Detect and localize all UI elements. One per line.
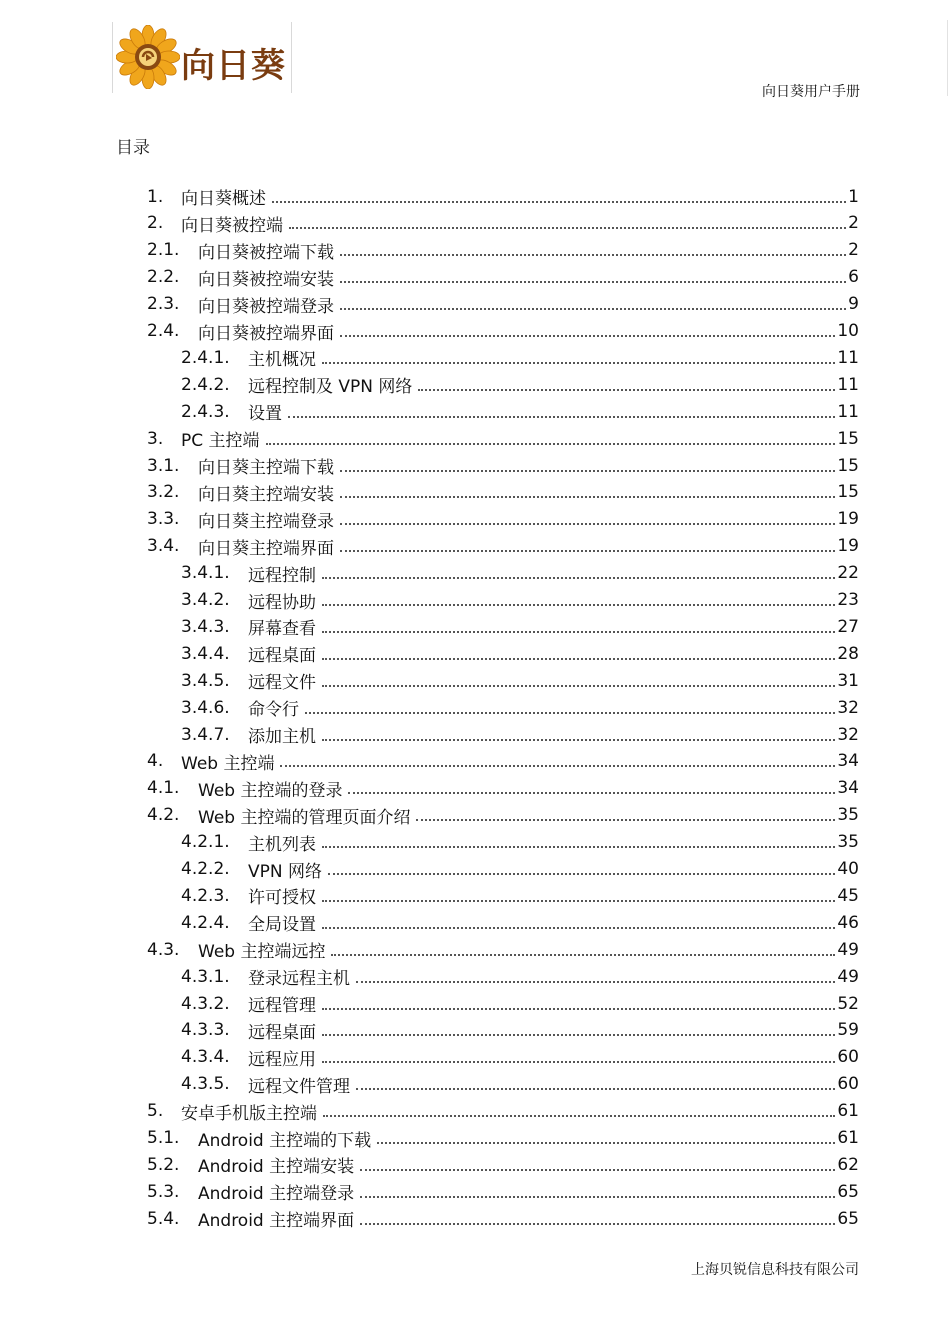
toc-leader-dots [340, 308, 846, 310]
toc-entry-number: 2.4.1. [181, 347, 230, 368]
toc-entry-title: 屏幕查看 [248, 619, 316, 640]
toc-entry-number: 5.4. [147, 1208, 180, 1229]
toc-entry[interactable] [181, 882, 859, 909]
toc-leader-dots [340, 496, 835, 498]
toc-entry-page: 52 [837, 993, 859, 1014]
toc-entry-page: 40 [837, 859, 859, 879]
toc-entry[interactable] [181, 587, 859, 614]
toc-entry-page: 59 [837, 1020, 859, 1041]
toc-entry-title: 登录远程主机 [248, 969, 350, 990]
toc-entry-page: 35 [837, 805, 859, 826]
toc-entry[interactable] [147, 1098, 859, 1125]
toc-leader-dots [305, 712, 835, 714]
toc-entry-title: 全局设置 [248, 915, 316, 936]
toc-entry[interactable] [147, 506, 859, 533]
toc-entry-page: 6 [848, 267, 859, 288]
toc-leader-dots [288, 416, 835, 418]
toc-entry-title: 远程桌面 [248, 1022, 316, 1043]
toc-entry-title: VPN 网络 [248, 861, 323, 882]
toc-entry[interactable] [181, 721, 859, 748]
toc-entry-page: 19 [837, 509, 859, 530]
toc-entry-page: 31 [837, 670, 859, 691]
toc-entry-number: 3.3. [147, 509, 180, 530]
toc-entry[interactable] [181, 398, 859, 425]
toc-entry-title: 向日葵被控端下载 [198, 242, 334, 263]
toc-entry-title: Android 主控端的下载 [198, 1130, 372, 1151]
toc-leader-dots [360, 1223, 835, 1225]
toc-entry-page: 65 [837, 1181, 859, 1202]
toc-entry-number: 4.3. [147, 939, 180, 960]
toc-entry-number: 3.4.5. [181, 670, 230, 691]
toc-entry-page: 19 [837, 536, 859, 557]
toc-entry[interactable] [147, 452, 859, 479]
toc-entry-title: Android 主控端安装 [198, 1157, 355, 1178]
toc-entry-number: 3. [147, 428, 164, 449]
toc-entry-title: Web 主控端远控 [198, 942, 326, 963]
toc-leader-dots [356, 1088, 835, 1090]
toc-entry-title: 向日葵主控端界面 [198, 538, 334, 559]
toc-leader-dots [280, 765, 835, 767]
toc-leader-dots [418, 389, 835, 391]
toc-entry-page: 61 [837, 1101, 859, 1122]
toc-entry-number: 4.2. [147, 805, 180, 826]
toc-entry[interactable] [181, 344, 859, 371]
toc-entry-number: 1. [147, 186, 164, 207]
toc-entry-number: 3.4.7. [181, 724, 230, 745]
toc-entry-page: 32 [837, 724, 859, 745]
toc-entry-title: 远程控制 [248, 565, 316, 586]
toc-entry-page: 65 [837, 1208, 859, 1229]
toc-entry[interactable] [181, 640, 859, 667]
toc-entry[interactable] [147, 237, 859, 264]
toc-entry-number: 4.3.4. [181, 1047, 230, 1068]
toc-entry-page: 46 [837, 912, 859, 933]
toc-leader-dots [356, 981, 835, 983]
toc-entry-number: 5. [147, 1101, 164, 1122]
toc-leader-dots [272, 201, 846, 203]
toc-entry[interactable] [181, 909, 859, 936]
header-rule [947, 20, 948, 96]
toc-entry-number: 4.2.1. [181, 832, 230, 853]
toc-entry[interactable] [181, 694, 859, 721]
toc-entry-title: 远程管理 [248, 996, 316, 1016]
toc-entry-title: 向日葵概述 [181, 189, 266, 209]
toc-entry-title: 远程文件管理 [248, 1076, 350, 1097]
toc-entry-number: 2.4.3. [181, 401, 230, 422]
toc-entry-title: Android 主控端登录 [198, 1184, 355, 1205]
toc-entry-title: 设置 [248, 404, 282, 425]
logo [112, 22, 292, 93]
toc-entry[interactable] [147, 1151, 859, 1178]
toc-entry-number: 3.2. [147, 482, 180, 503]
toc-entry-title: 向日葵主控端安装 [198, 484, 334, 505]
toc-entry-title: 主机列表 [248, 834, 316, 855]
toc-entry-title: 命令行 [248, 700, 299, 721]
toc-leader-dots [340, 254, 846, 256]
toc-entry-title: 安卓手机版主控端 [181, 1103, 317, 1124]
toc-entry[interactable] [181, 560, 859, 587]
toc-entry[interactable] [181, 856, 859, 883]
toc-leader-dots [322, 604, 835, 606]
toc-leader-dots [340, 281, 846, 283]
toc-entry-title: PC 主控端 [181, 431, 260, 452]
toc-leader-dots [416, 819, 835, 821]
toc-leader-dots [340, 335, 835, 337]
toc-heading: 目录 [116, 138, 150, 158]
toc-entry-page: 27 [837, 616, 859, 637]
toc-entry[interactable] [147, 479, 859, 506]
toc-entry-number: 2.2. [147, 267, 180, 288]
toc-entry-page: 11 [837, 401, 859, 422]
toc-entry-page: 10 [837, 321, 859, 341]
toc-entry-title: Web 主控端的登录 [198, 780, 343, 801]
toc-entry[interactable] [181, 667, 859, 694]
toc-entry-page: 15 [837, 428, 859, 449]
sunflower-icon [116, 25, 180, 89]
toc-entry-number: 4.3.3. [181, 1020, 230, 1041]
toc-leader-dots [323, 1115, 835, 1117]
toc-entry-page: 1 [848, 186, 859, 207]
toc-entry-title: 向日葵被控端 [181, 215, 283, 236]
toc-entry-title: 主机概况 [248, 350, 316, 371]
toc-entry[interactable] [147, 1205, 859, 1232]
toc-leader-dots [331, 954, 835, 956]
toc-entry-number: 3.1. [147, 455, 180, 476]
toc-entry-page: 60 [837, 1047, 859, 1068]
toc-entry[interactable] [147, 748, 859, 775]
toc-entry-number: 3.4.3. [181, 616, 230, 637]
toc-entry[interactable] [181, 963, 859, 990]
toc-entry[interactable] [181, 1044, 859, 1071]
toc-entry-title: Web 主控端 [181, 753, 275, 774]
toc-entry-page: 35 [837, 832, 859, 853]
toc-leader-dots [328, 873, 835, 875]
toc-entry-number: 3.4.6. [181, 697, 230, 718]
toc-entry-page: 15 [837, 455, 859, 476]
toc-entry-title: Web 主控端的管理页面介绍 [198, 807, 411, 828]
toc-leader-dots [360, 1196, 835, 1198]
toc-entry-page: 2 [848, 213, 859, 234]
toc-leader-dots [322, 900, 835, 902]
toc-entry-page: 32 [837, 697, 859, 718]
toc-leader-dots [322, 1008, 835, 1010]
toc-entry-page: 62 [837, 1154, 859, 1175]
toc-entry[interactable] [147, 533, 859, 560]
toc-leader-dots [348, 792, 835, 794]
toc-entry[interactable] [147, 210, 859, 237]
toc-entry[interactable] [147, 936, 859, 963]
toc-entry-number: 3.4.1. [181, 563, 230, 584]
toc-entry-number: 4.3.1. [181, 966, 230, 987]
toc-entry[interactable] [181, 613, 859, 640]
toc-entry-number: 2.4.2. [181, 374, 230, 395]
toc-entry-title: 远程文件 [248, 673, 316, 694]
toc-entry-title: 向日葵主控端下载 [198, 458, 334, 478]
toc-entry-title: 添加主机 [248, 727, 316, 747]
toc-entry-page: 60 [837, 1074, 859, 1095]
toc-leader-dots [360, 1169, 835, 1171]
toc-entry[interactable] [147, 1125, 859, 1152]
toc-entry[interactable] [147, 425, 859, 452]
toc-leader-dots [322, 927, 835, 929]
toc-entry[interactable] [147, 802, 859, 829]
footer-company: 上海贝锐信息科技有限公司 [691, 1262, 859, 1278]
toc-entry[interactable] [181, 1071, 859, 1098]
toc-entry-title: 远程控制及 VPN 网络 [248, 377, 413, 398]
toc-entry-number: 4.2.2. [181, 859, 230, 879]
toc-entry-page: 15 [837, 482, 859, 503]
toc-leader-dots [340, 470, 835, 472]
toc-entry[interactable] [147, 1178, 859, 1205]
toc-entry-title: Android 主控端界面 [198, 1211, 355, 1232]
toc-entry-page: 34 [837, 778, 859, 799]
document-title: 向日葵用户手册 [762, 84, 860, 100]
toc-entry-number: 2.3. [147, 294, 180, 315]
toc-entry-page: 28 [837, 643, 859, 664]
toc-entry-number: 4.3.5. [181, 1074, 230, 1095]
toc-entry-number: 4.3.2. [181, 993, 230, 1014]
toc-leader-dots [322, 846, 835, 848]
toc-entry[interactable] [147, 183, 859, 210]
toc-entry-page: 11 [837, 347, 859, 368]
toc-entry[interactable] [181, 990, 859, 1017]
toc-entry-number: 3.4. [147, 536, 180, 557]
toc-entry-page: 61 [837, 1128, 859, 1148]
toc-entry-title: 远程桌面 [248, 646, 316, 667]
toc-entry-number: 3.4.4. [181, 643, 230, 664]
toc-entry-title: 远程协助 [248, 592, 316, 613]
toc-entry-page: 45 [837, 885, 859, 906]
toc-entry-number: 4. [147, 751, 164, 772]
toc-entry[interactable] [181, 371, 859, 398]
toc-entry-number: 5.2. [147, 1154, 180, 1175]
toc-entry-page: 23 [837, 590, 859, 610]
toc-leader-dots [322, 685, 835, 687]
brand-name: 向日葵 [181, 46, 286, 86]
toc-entry-title: 向日葵被控端界面 [198, 323, 334, 344]
toc-leader-dots [322, 631, 835, 633]
toc-entry-page: 9 [848, 294, 859, 315]
toc-entry-number: 4.2.3. [181, 885, 230, 906]
toc-entry-number: 4.2.4. [181, 912, 230, 933]
toc-leader-dots [340, 550, 835, 552]
toc-leader-dots [322, 1061, 835, 1063]
toc-entry-number: 5.1. [147, 1128, 180, 1148]
toc-leader-dots [322, 1034, 835, 1036]
toc-leader-dots [289, 227, 846, 229]
toc-entry[interactable] [147, 291, 859, 318]
toc-entry-page: 49 [837, 939, 859, 960]
toc-entry-number: 5.3. [147, 1181, 180, 1202]
toc-entry-title: 向日葵被控端安装 [198, 269, 334, 290]
toc-entry[interactable] [147, 775, 859, 802]
toc-entry-page: 11 [837, 374, 859, 395]
toc-leader-dots [322, 739, 835, 741]
toc-leader-dots [377, 1142, 835, 1144]
toc-entry-number: 2.1. [147, 240, 180, 261]
toc-entry-page: 2 [848, 240, 859, 261]
toc-entry-number: 4.1. [147, 778, 180, 799]
toc-leader-dots [322, 577, 835, 579]
toc-entry[interactable] [147, 318, 859, 345]
toc-entry-page: 34 [837, 751, 859, 772]
toc-entry-title: 许可授权 [248, 888, 316, 909]
toc-entry-number: 2.4. [147, 321, 180, 341]
toc-entry-title: 远程应用 [248, 1049, 316, 1070]
toc-entry[interactable] [147, 264, 859, 291]
toc-leader-dots [266, 443, 836, 445]
toc-leader-dots [322, 658, 835, 660]
toc-entry[interactable] [181, 829, 859, 856]
toc-entry-title: 向日葵被控端登录 [198, 296, 334, 317]
toc-leader-dots [322, 362, 835, 364]
toc-entry-page: 22 [837, 563, 859, 584]
toc-entry-number: 2. [147, 213, 164, 234]
toc-entry-number: 3.4.2. [181, 590, 230, 610]
toc-leader-dots [340, 523, 835, 525]
toc-entry[interactable] [181, 1017, 859, 1044]
toc-entry-page: 49 [837, 966, 859, 987]
toc-entry-title: 向日葵主控端登录 [198, 511, 334, 532]
